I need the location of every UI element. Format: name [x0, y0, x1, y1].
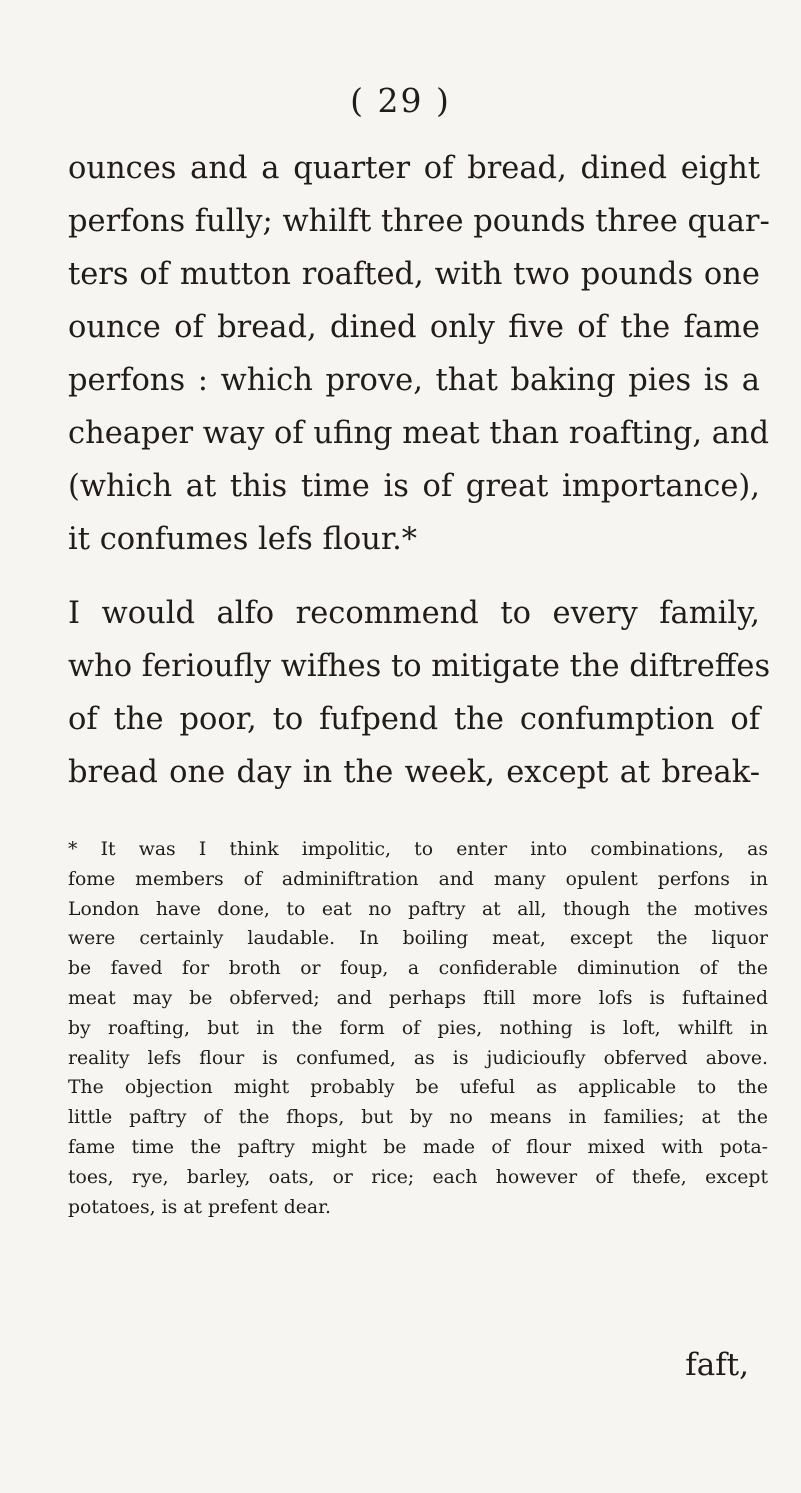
- text-line: who ferioufly wifhes to mitigate the diftreffes: [68, 649, 771, 684]
- text-line: of the poor, to fufpend the confumption of: [68, 702, 760, 737]
- footnote-line: The objection might probably be ufeful as applicable to the: [68, 1077, 768, 1099]
- footnote-line: * It was I think impolitic, to enter into combinations, as: [68, 839, 768, 860]
- paragraph-1: [68, 142, 770, 566]
- text-line: ters of mutton roafted, with two pounds one: [68, 257, 760, 292]
- text-line: cheaper way of ufing meat than roafting, and: [68, 416, 770, 451]
- footnote-line: by roafting, but in the form of pies, nothing is loft, whilft in: [68, 1017, 768, 1039]
- footnote-line: London have done, to eat no paftry at all, though the motives: [68, 898, 768, 920]
- catchword: faft,: [685, 1347, 749, 1383]
- footnote-line: reality lefs flour is confumed, as is judicioufly obferved above.: [68, 1047, 768, 1069]
- text-line: perfons fully; whilft three pounds three quar-: [68, 204, 770, 239]
- footnote-line: be faved for broth or foup, a confiderable diminution of the: [68, 958, 768, 980]
- text-line: (which at this time is of great importance),: [68, 469, 760, 504]
- text-line: it confumes lefs flour.*: [68, 522, 418, 557]
- footnote-line: meat may be obferved; and perhaps ftill more lofs is fuftained: [68, 987, 768, 1009]
- text-line: bread one day in the week, except at break-: [68, 755, 760, 790]
- footnote-line: were certainly laudable. In boiling meat, except the liquor: [68, 928, 768, 950]
- text-line: I would alfo recommend to every family,: [68, 596, 760, 631]
- text-line: ounce of bread, dined only five of the fame: [68, 310, 760, 345]
- footnote-line: little paftry of the fhops, but by no means in families; at the: [68, 1107, 768, 1129]
- footnote-line: potatoes, is at prefent dear.: [68, 1196, 331, 1218]
- paragraph-2: [68, 587, 771, 799]
- footnote-line: toes, rye, barley, oats, or rice; each however of thefe, except: [68, 1166, 768, 1188]
- footnote: [68, 835, 768, 1222]
- page-number: ( 29 ): [350, 81, 451, 120]
- footnote-line: fome members of adminiftration and many opulent perfons in: [68, 868, 768, 890]
- text-line: perfons : which prove, that baking pies is a: [68, 363, 760, 398]
- footnote-line: fame time the paftry might be made of flour mixed with pota-: [68, 1136, 768, 1158]
- text-line: ounces and a quarter of bread, dined eight: [68, 151, 760, 186]
